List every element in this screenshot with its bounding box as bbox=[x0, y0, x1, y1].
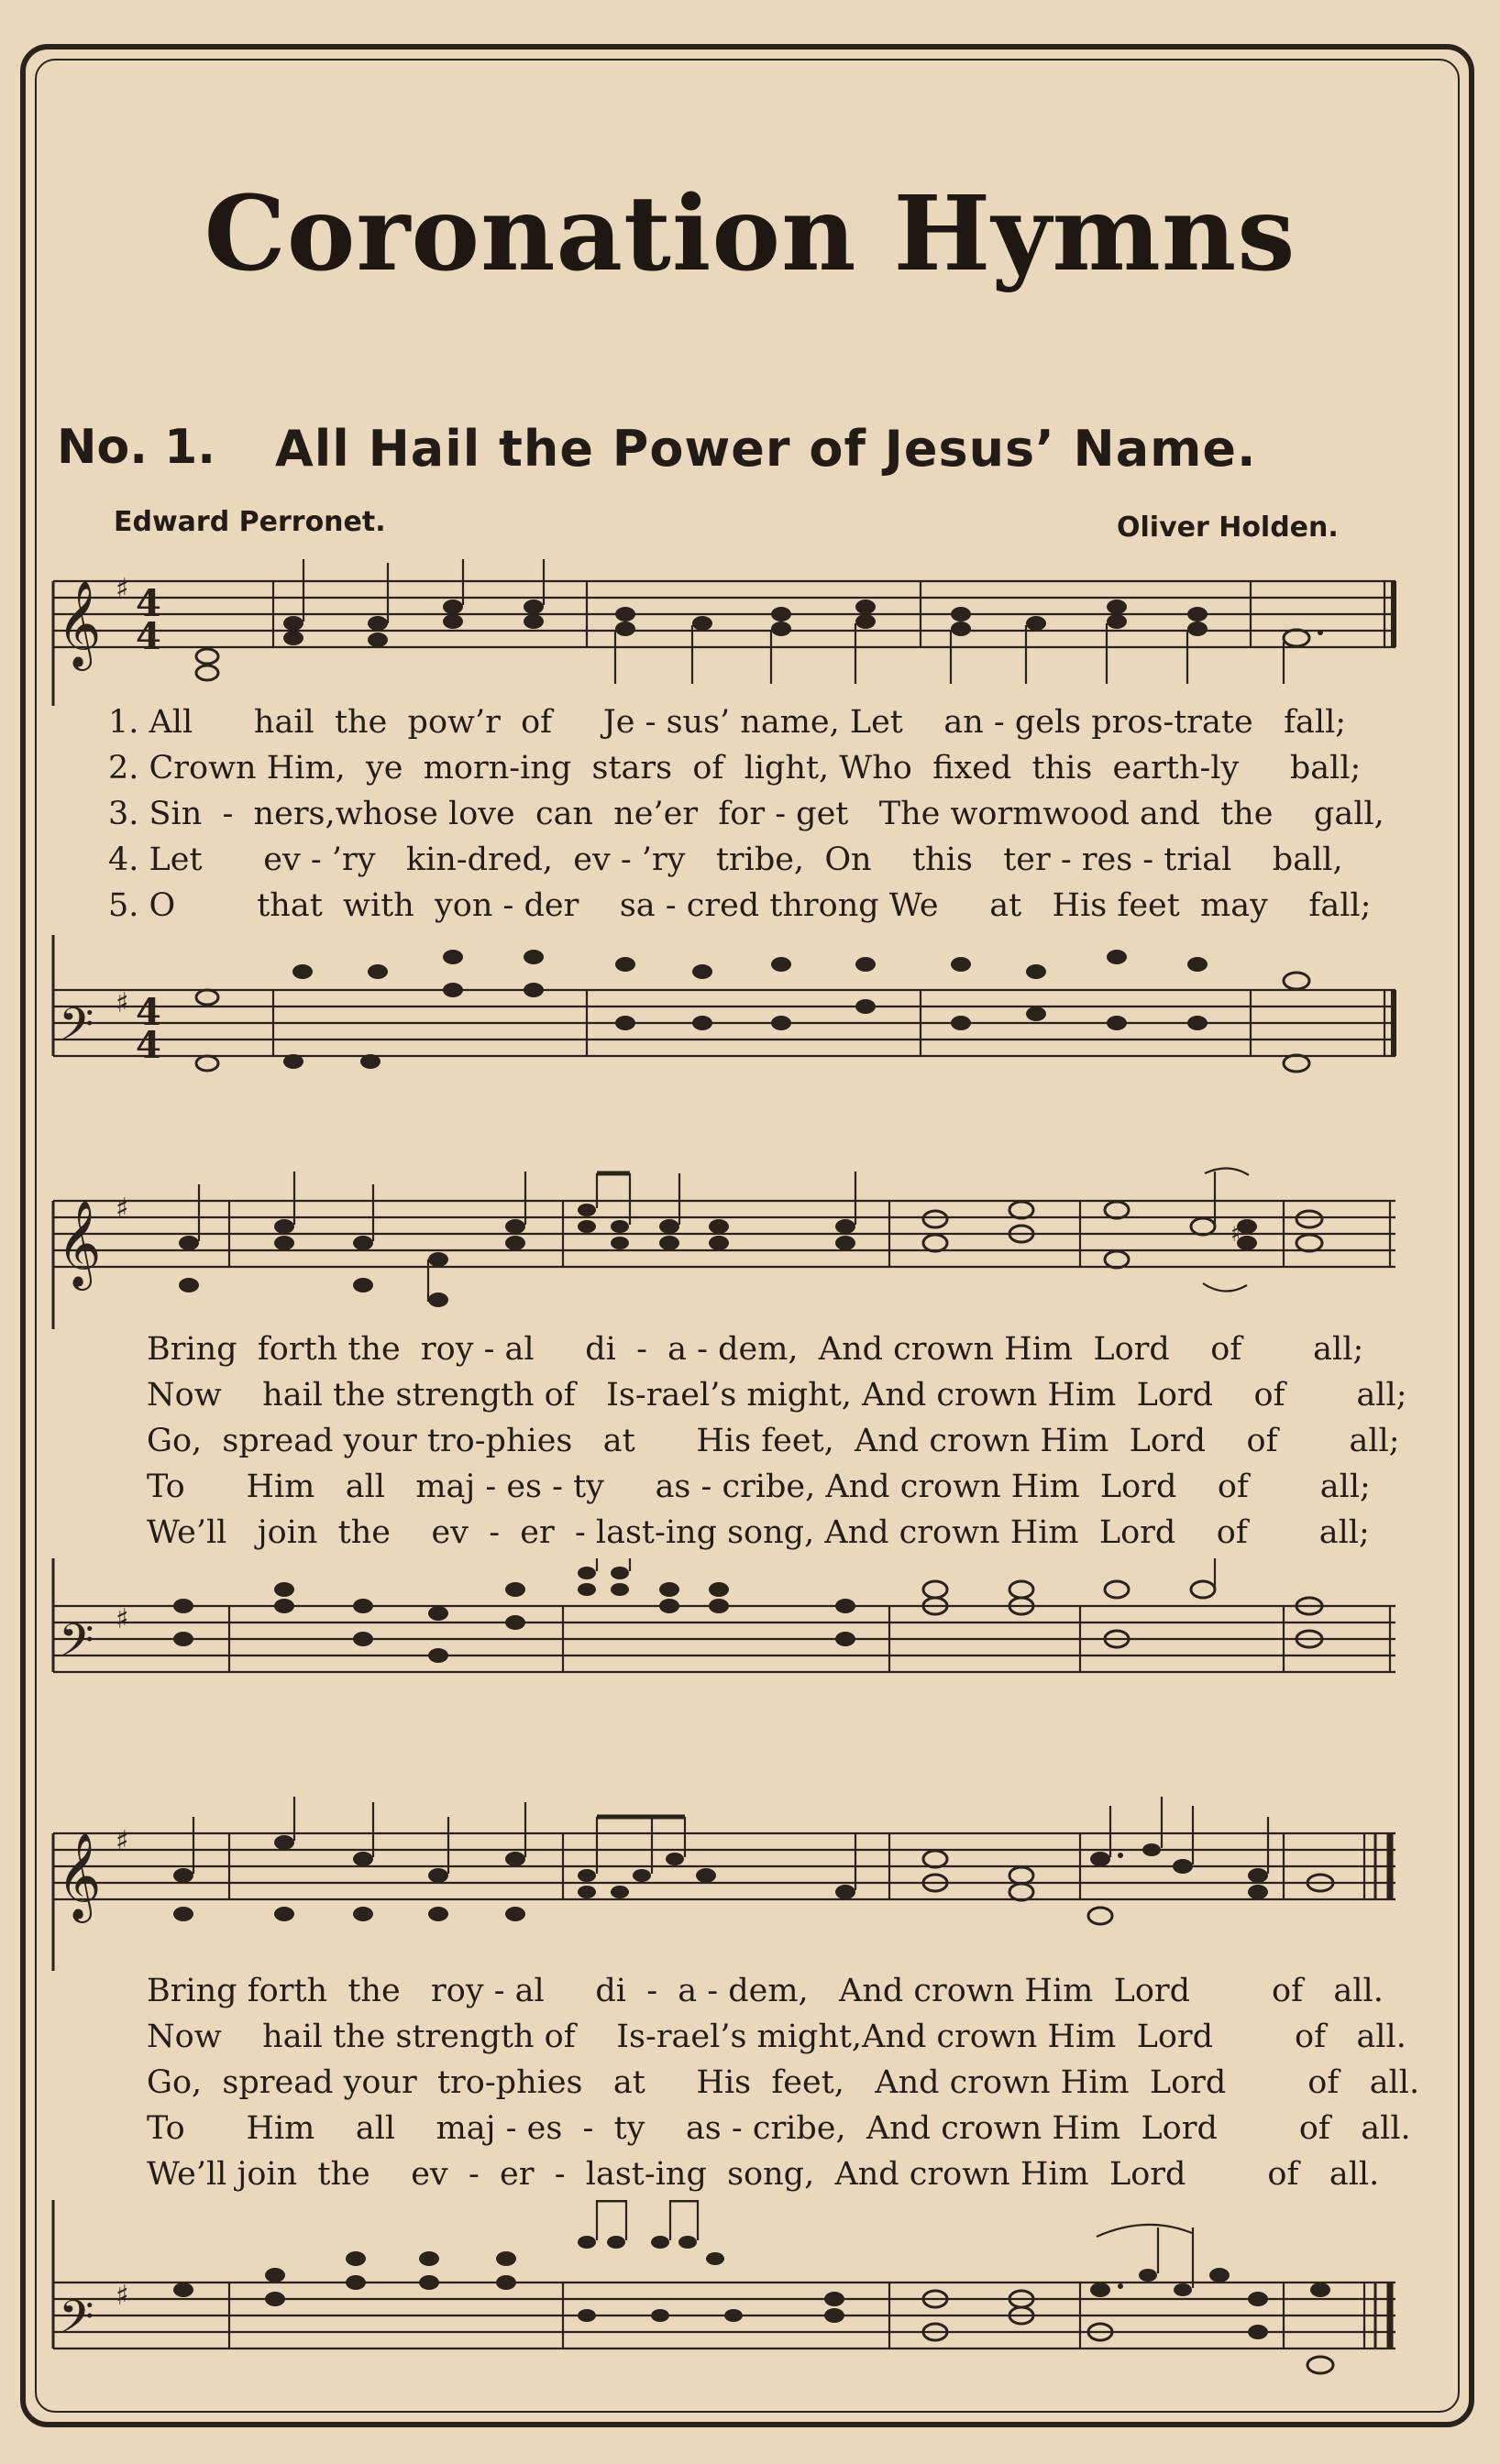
verse-2-line-1: 2. Crown Him, ye morn-ing stars of light, Who fixed this earth-ly ball; bbox=[108, 750, 1362, 786]
system2-bass-staff bbox=[0, 1558, 1500, 1723]
book-title: Coronation Hymns bbox=[204, 174, 1296, 294]
verse-3-line-1: 3. Sin - ners,whose love can ne’er for - get The wormwood and the gall, bbox=[108, 796, 1384, 832]
system2-treble-staff bbox=[0, 1164, 1500, 1329]
system3-bass-staff bbox=[0, 2200, 1500, 2383]
verse-4-line-1: 4. Let ev - ’ry kin-dred, ev - ’ry tribe, On this ter - res - trial ball, bbox=[108, 842, 1343, 878]
svg-text:♯: ♯ bbox=[116, 1193, 129, 1225]
system3-treble-staff bbox=[0, 1797, 1500, 1971]
svg-text:♯: ♯ bbox=[116, 1825, 129, 1857]
svg-text:4: 4 bbox=[136, 582, 161, 625]
verse-5-line-1: 5. O that with yon - der sa - cred throng We at His feet may fall; bbox=[108, 887, 1372, 924]
verse-4-line-3: To Him all maj - es - ty as - cribe, And crown Him Lord of all. bbox=[147, 2110, 1411, 2147]
svg-text:4: 4 bbox=[136, 615, 161, 658]
verse-1-line-3: Bring forth the roy - al di - a - dem, And crown Him Lord of all. bbox=[147, 1973, 1384, 2009]
hymn-header bbox=[57, 420, 1340, 493]
verse-4-line-2: To Him all maj - es - ty as - cribe, And crown Him Lord of all; bbox=[147, 1468, 1371, 1505]
verse-3-line-3: Go, spread your tro-phies at His feet, And crown Him Lord of all. bbox=[147, 2064, 1420, 2101]
svg-text:𝄞: 𝄞 bbox=[57, 1832, 102, 1920]
words-credit: Edward Perronet. bbox=[114, 506, 386, 538]
svg-text:♯: ♯ bbox=[116, 573, 129, 605]
verse-3-line-2: Go, spread your tro-phies at His feet, And crown Him Lord of all; bbox=[147, 1423, 1400, 1459]
svg-text:♯: ♯ bbox=[116, 987, 129, 1019]
svg-text:♯: ♯ bbox=[116, 2280, 129, 2312]
system1-bass-staff bbox=[0, 935, 1500, 1118]
svg-text:𝄢: 𝄢 bbox=[59, 998, 94, 1062]
verse-2-line-2: Now hail the strength of Is-rael’s might, And crown Him Lord of all; bbox=[147, 1377, 1407, 1414]
verse-5-line-3: We’ll join the ev - er - last-ing song, And crown Him Lord of all. bbox=[147, 2156, 1380, 2193]
verse-1-line-1: 1. All hail the pow’r of Je - sus’ name, Let an - gels pros-trate fall; bbox=[108, 704, 1347, 741]
svg-text:4: 4 bbox=[136, 1024, 161, 1067]
system1-treble-staff bbox=[0, 559, 1500, 706]
verse-1-line-2: Bring forth the roy - al di - a - dem, And crown Him Lord of all; bbox=[147, 1331, 1364, 1368]
svg-text:♯: ♯ bbox=[116, 1603, 129, 1635]
svg-text:𝄢: 𝄢 bbox=[59, 1614, 94, 1678]
svg-text:4: 4 bbox=[136, 991, 161, 1034]
svg-text:♯: ♯ bbox=[1230, 1220, 1242, 1248]
music-credit: Oliver Holden. bbox=[1117, 512, 1339, 544]
svg-text:𝄢: 𝄢 bbox=[59, 2291, 94, 2355]
svg-text:𝄞: 𝄞 bbox=[57, 580, 102, 667]
hymn-title: All Hail the Power of Jesus’ Name. bbox=[275, 420, 1257, 478]
verse-2-line-3: Now hail the strength of Is-rael’s might,And crown Him Lord of all. bbox=[147, 2018, 1406, 2055]
svg-text:𝄞: 𝄞 bbox=[57, 1200, 102, 1287]
verse-5-line-2: We’ll join the ev - er - last-ing song, And crown Him Lord of all; bbox=[147, 1514, 1370, 1551]
hymn-number: No. 1. bbox=[57, 420, 216, 475]
